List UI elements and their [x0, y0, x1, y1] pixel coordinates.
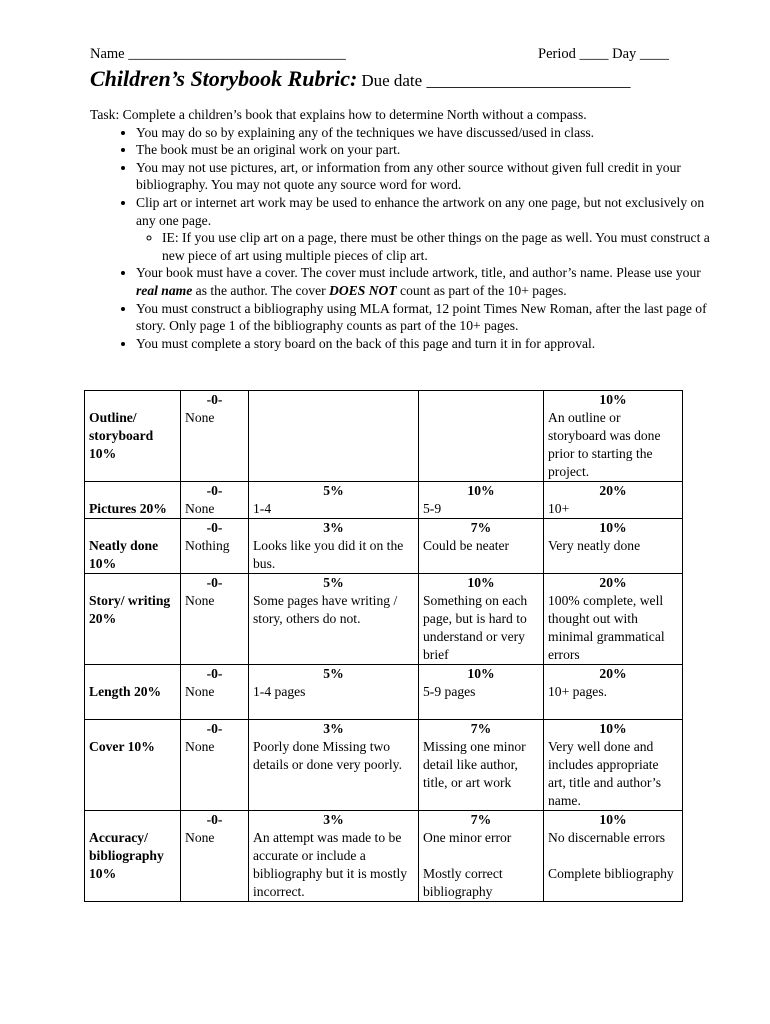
- criteria-text: Could be neater: [423, 538, 510, 553]
- criteria-text: Mostly correct bibliography: [423, 866, 503, 899]
- score-cell: [544, 574, 683, 665]
- real-name-emphasis: real name: [136, 282, 193, 298]
- points-label: 10%: [467, 666, 495, 681]
- criteria-text: 100% complete, well thought out with minimal grammatical errors: [548, 593, 665, 662]
- cover-text: as the author. The cover: [192, 282, 330, 298]
- score-cell: [419, 519, 544, 574]
- task-sub-bullet-list: [136, 229, 710, 264]
- points-label: 10%: [599, 520, 627, 535]
- points-label: 7%: [470, 721, 492, 736]
- does-not-emphasis: DOES NOT: [329, 282, 397, 298]
- task-intro: Task: Complete a children’s book that explains how to determine North without a compass.: [90, 107, 587, 122]
- cover-text: count as part of the 10+ pages.: [396, 282, 567, 298]
- score-cell: [249, 811, 419, 902]
- task-bullet: • You must complete a story board on the back of this page and turn it in for approval.: [136, 335, 710, 353]
- score-cell: [544, 665, 683, 720]
- points-label: 20%: [599, 575, 627, 590]
- points-label: -0-: [206, 520, 223, 535]
- task-bullet: • The book must be an original work on your part.: [136, 141, 710, 159]
- criteria-text: 10+: [548, 501, 570, 516]
- cover-text: Your book must have a cover. The cover must include artwork, title, and author’s name. Please use your: [136, 265, 701, 281]
- category-cell: Pictures 20%: [85, 482, 181, 519]
- criteria-text: None: [185, 830, 215, 845]
- points-label: -0-: [206, 812, 223, 827]
- task-bullet-list: [90, 124, 710, 353]
- score-cell: [419, 720, 544, 811]
- category-cell: Outline/ storyboard 10%: [85, 391, 181, 482]
- score-cell: [419, 811, 544, 902]
- criteria-text: No discernable errors: [548, 830, 666, 845]
- name-field-label: Name ______________________________: [90, 46, 346, 62]
- rubric-row-pictures: [85, 482, 683, 519]
- points-label: 10%: [599, 812, 627, 827]
- period-day-field-label: Period ____ Day ____: [538, 46, 669, 62]
- points-label: -0-: [206, 575, 223, 590]
- points-label: 20%: [599, 483, 627, 498]
- rubric-row-neatly-done: [85, 519, 683, 574]
- title-line: [90, 66, 630, 92]
- rubric-row-accuracy-bibliography: [85, 811, 683, 902]
- criteria-text: 10+ pages.: [548, 684, 608, 699]
- category-cell: Cover 10%: [85, 720, 181, 811]
- rubric-row-cover: [85, 720, 683, 811]
- criteria-text: 5-9 pages: [423, 684, 476, 699]
- criteria-text: None: [185, 410, 215, 425]
- points-label: -0-: [206, 483, 223, 498]
- criteria-text: Very well done and includes appropriate art, title and author’s name.: [548, 739, 661, 808]
- points-label: 10%: [599, 721, 627, 736]
- rubric-row-story-writing: [85, 574, 683, 665]
- points-label: 3%: [323, 812, 344, 827]
- criteria-text: Poorly done Missing two details or done very poorly.: [253, 739, 402, 772]
- score-cell: [181, 811, 249, 902]
- criteria-text: An attempt was made to be accurate or include a bibliography but it is mostly incorrect.: [253, 830, 408, 899]
- category-cell: Story/ writing 20%: [85, 574, 181, 665]
- task-bullet: [136, 264, 710, 299]
- points-label: 10%: [599, 392, 627, 407]
- points-label: 5%: [323, 666, 344, 681]
- score-cell: [544, 482, 683, 519]
- points-label: 20%: [599, 666, 627, 681]
- criteria-text: Some pages have writing / story, others do not.: [253, 593, 398, 626]
- score-cell: [249, 574, 419, 665]
- score-cell: [181, 482, 249, 519]
- criteria-text: None: [185, 501, 215, 516]
- task-sub-bullet: ◦ IE: If you use clip art on a page, there must be other things on the page as well. You must construct a new piece of art using multiple pieces of clip art.: [162, 229, 710, 264]
- criteria-text: 1-4 pages: [253, 684, 306, 699]
- task-bullet-text: Clip art or internet art work may be used to enhance the artwork on any one page, but not exclusively on any one page.: [136, 194, 705, 228]
- task-bullet: • You must construct a bibliography using MLA format, 12 point Times New Roman, after the last page of story. Only page 1 of the bibliography counts as part of the 10+ pages.: [136, 300, 710, 335]
- criteria-text: One minor error: [423, 830, 512, 845]
- points-label: -0-: [206, 666, 223, 681]
- criteria-text: Very neatly done: [548, 538, 641, 553]
- criteria-text: 1-4: [253, 501, 272, 516]
- category-cell: Length 20%: [85, 665, 181, 720]
- points-label: 5%: [323, 575, 344, 590]
- task-instructions: [90, 106, 710, 352]
- criteria-text: 5-9: [423, 501, 442, 516]
- category-cell: Accuracy/ bibliography 10%: [85, 811, 181, 902]
- criteria-text: Something on each page, but is hard to understand or very brief: [423, 593, 528, 662]
- category-cell: Neatly done 10%: [85, 519, 181, 574]
- points-label: -0-: [206, 392, 223, 407]
- score-cell: [544, 720, 683, 811]
- points-label: -0-: [206, 721, 223, 736]
- points-label: 3%: [323, 520, 344, 535]
- task-bullet: [136, 194, 710, 264]
- score-cell: [419, 482, 544, 519]
- criteria-text: Looks like you did it on the bus.: [253, 538, 404, 571]
- points-label: 7%: [470, 520, 492, 535]
- due-date-label: Due date ________________________: [361, 71, 631, 90]
- page-title: Children’s Storybook Rubric:: [90, 66, 358, 91]
- score-cell: [181, 391, 249, 482]
- score-cell: [249, 665, 419, 720]
- score-cell: [249, 519, 419, 574]
- criteria-text: An outline or storyboard was done prior to starting the project.: [548, 410, 661, 479]
- task-bullet: • You may not use pictures, art, or information from any other source without given full credit in your bibliography. You may not quote any source word for word.: [136, 159, 710, 194]
- score-cell: [249, 482, 419, 519]
- rubric-row-outline: [85, 391, 683, 482]
- score-cell: [249, 391, 419, 482]
- rubric-table: [84, 390, 683, 902]
- points-label: 5%: [323, 483, 344, 498]
- points-label: 10%: [467, 483, 495, 498]
- score-cell: [181, 720, 249, 811]
- points-label: 3%: [323, 721, 344, 736]
- points-label: 7%: [470, 812, 492, 827]
- score-cell: [419, 391, 544, 482]
- score-cell: [249, 720, 419, 811]
- score-cell: [419, 665, 544, 720]
- score-cell: [544, 519, 683, 574]
- criteria-text: Missing one minor detail like author, title, or art work: [423, 739, 526, 790]
- score-cell: [419, 574, 544, 665]
- criteria-text: None: [185, 684, 215, 699]
- criteria-text: None: [185, 739, 215, 754]
- rubric-row-length: [85, 665, 683, 720]
- points-label: 10%: [467, 575, 495, 590]
- score-cell: [181, 665, 249, 720]
- score-cell: [181, 574, 249, 665]
- score-cell: [544, 811, 683, 902]
- score-cell: [181, 519, 249, 574]
- criteria-text: Complete bibliography: [548, 866, 674, 881]
- task-bullet: • You may do so by explaining any of the techniques we have discussed/used in class.: [136, 124, 710, 142]
- criteria-text: None: [185, 593, 215, 608]
- criteria-text: Nothing: [185, 538, 230, 553]
- score-cell: [544, 391, 683, 482]
